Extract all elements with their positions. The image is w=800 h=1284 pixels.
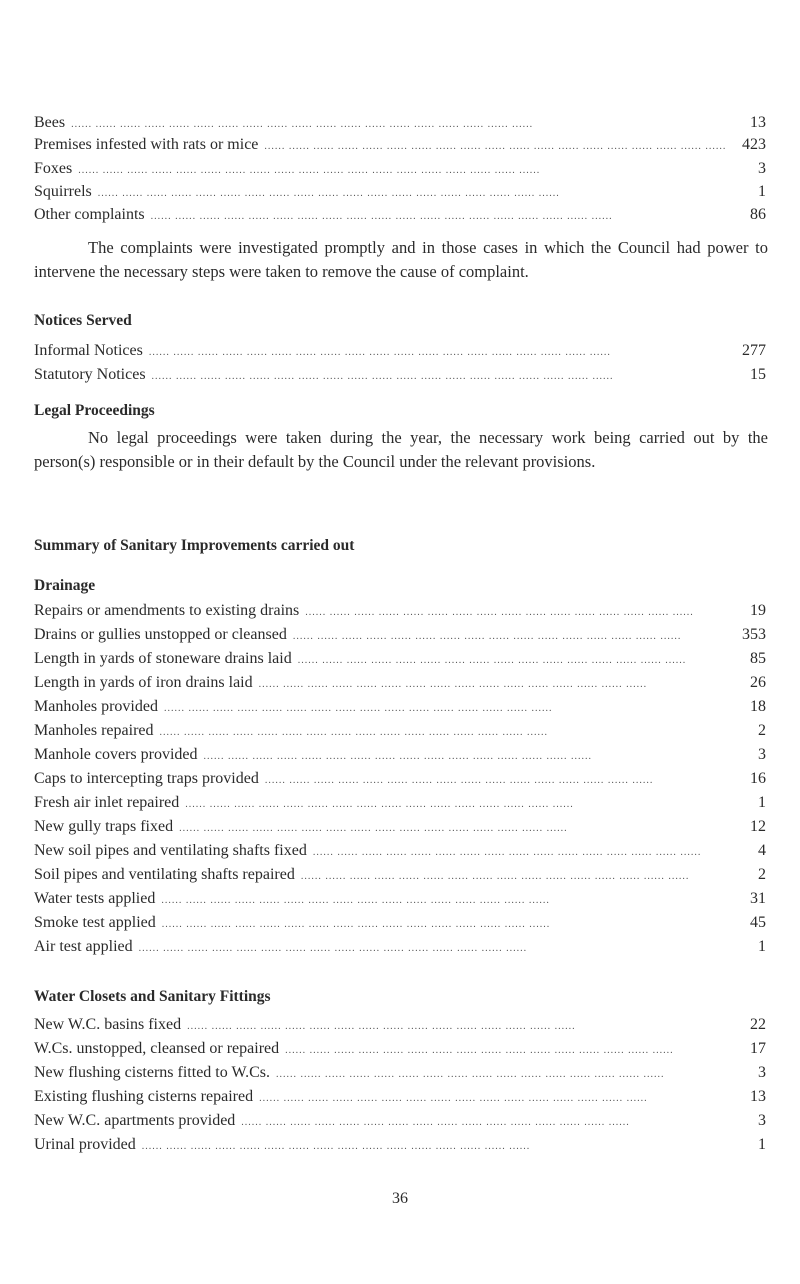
- leader-dots: ...... ...... ...... ...... ...... ...... ...... ...... ...... ...... ...... ...... ...... ...... ...... ...... ...... ...... ......: [151, 371, 614, 382]
- row-label: Fresh air inlet repaired: [34, 794, 180, 811]
- row-value: 15: [750, 366, 766, 383]
- drainage-row: [34, 672, 766, 694]
- row-label: Other complaints: [34, 206, 145, 223]
- row-label: Length in yards of iron drains laid: [34, 674, 253, 691]
- summary-heading: Summary of Sanitary Improvements carried out: [34, 537, 355, 554]
- leader-dots: ...... ...... ...... ...... ...... ...... ...... ...... ...... ...... ...... ...... ...... ...... ...... ......: [312, 847, 702, 858]
- wc-heading: Water Closets and Sanitary Fittings: [34, 988, 271, 1005]
- leader-dots: ...... ...... ...... ...... ...... ...... ...... ...... ...... ...... ...... ...... ...... ...... ...... ......: [275, 1069, 665, 1080]
- leader-dots: ...... ...... ...... ...... ...... ...... ...... ...... ...... ...... ...... ...... ...... ...... ...... ......: [185, 799, 574, 810]
- row-value: 353: [742, 626, 766, 643]
- leader-dots: ...... ...... ...... ...... ...... ...... ...... ...... ...... ...... ...... ...... ...... ...... ...... ...... ...... ...... ......: [71, 119, 534, 130]
- row-label: Urinal provided: [34, 1136, 136, 1153]
- row-label: Caps to intercepting traps provided: [34, 770, 259, 787]
- complaint-row: [34, 112, 766, 134]
- drainage-row: [34, 768, 766, 790]
- page-number: 36: [392, 1190, 408, 1207]
- row-label: Smoke test applied: [34, 914, 156, 931]
- leader-dots: ...... ...... ...... ...... ...... ...... ...... ...... ...... ...... ...... ...... ...... ...... ...... ...... ...... ...... ......: [264, 141, 727, 152]
- row-value: 3: [758, 746, 766, 763]
- drainage-row: [34, 840, 766, 862]
- leader-dots: ...... ...... ...... ...... ...... ...... ...... ...... ...... ...... ...... ...... ...... ...... ...... ......: [285, 1045, 674, 1056]
- row-value: 26: [750, 674, 766, 691]
- drainage-row: [34, 888, 766, 910]
- leader-dots: ...... ...... ...... ...... ...... ...... ...... ...... ...... ...... ...... ...... ...... ...... ...... ......: [163, 703, 553, 714]
- row-value: 31: [750, 890, 766, 907]
- leader-dots: ...... ...... ...... ...... ...... ...... ...... ...... ...... ...... ...... ...... ...... ...... ...... ......: [241, 1117, 630, 1128]
- row-value: 13: [750, 1088, 766, 1105]
- row-value: 1: [758, 794, 766, 811]
- leader-dots: ...... ...... ...... ...... ...... ...... ...... ...... ...... ...... ...... ...... ...... ...... ...... ......: [292, 631, 682, 642]
- row-value: 86: [750, 206, 766, 223]
- leader-dots: ...... ...... ...... ...... ...... ...... ...... ...... ...... ...... ...... ...... ...... ...... ...... ......: [297, 655, 687, 666]
- leader-dots: ...... ...... ...... ...... ...... ...... ...... ...... ...... ...... ...... ...... ...... ...... ...... ......: [161, 919, 551, 930]
- wc-row: [34, 1038, 766, 1060]
- drainage-row: [34, 792, 766, 814]
- leader-dots: ...... ...... ...... ...... ...... ...... ...... ...... ...... ...... ...... ...... ...... ...... ...... ......: [138, 943, 528, 954]
- drainage-row: [34, 624, 766, 646]
- wc-row: [34, 1062, 766, 1084]
- row-value: 423: [742, 136, 766, 153]
- drainage-row: [34, 936, 766, 958]
- leader-dots: ...... ...... ...... ...... ...... ...... ...... ...... ...... ...... ...... ...... ...... ...... ...... ......: [300, 871, 690, 882]
- leader-dots: ...... ...... ...... ...... ...... ...... ...... ...... ...... ...... ...... ...... ...... ...... ...... ......: [305, 607, 694, 618]
- leader-dots: ...... ...... ...... ...... ...... ...... ...... ...... ...... ...... ...... ...... ...... ...... ...... ......: [159, 727, 549, 738]
- row-label: Drains or gullies unstopped or cleansed: [34, 626, 287, 643]
- notice-row: [34, 364, 766, 386]
- leader-dots: ...... ...... ...... ...... ...... ...... ...... ...... ...... ...... ...... ...... ...... ...... ...... ......: [161, 895, 550, 906]
- legal-paragraph: No legal proceedings were taken during the year, the necessary work being carried out by the person(s) responsible or in their default by the Council under the relevant provisions.: [34, 428, 768, 471]
- drainage-row: [34, 600, 766, 622]
- notice-row: [34, 340, 766, 362]
- row-value: 2: [758, 722, 766, 739]
- row-label: Bees: [34, 114, 66, 131]
- complaints-paragraph: The complaints were investigated promptly and in those cases in which the Council had power to intervene the necessary steps were taken to remove the cause of complaint.: [34, 238, 768, 281]
- wc-row: [34, 1086, 766, 1108]
- row-value: 16: [750, 770, 766, 787]
- row-value: 22: [750, 1016, 766, 1033]
- row-value: 4: [758, 842, 766, 859]
- row-value: 1: [758, 183, 766, 200]
- row-value: 3: [758, 160, 766, 177]
- drainage-row: [34, 912, 766, 934]
- leader-dots: ...... ...... ...... ...... ...... ...... ...... ...... ...... ...... ...... ...... ...... ...... ...... ...... ...... ...... ......: [78, 165, 541, 176]
- row-label: Existing flushing cisterns repaired: [34, 1088, 254, 1105]
- drainage-row: [34, 648, 766, 670]
- row-label: Manholes provided: [34, 698, 158, 715]
- drainage-heading: Drainage: [34, 577, 96, 594]
- complaint-row: [34, 158, 766, 180]
- row-label: New flushing cisterns fitted to W.Cs.: [34, 1064, 270, 1081]
- row-label: Manholes repaired: [34, 722, 154, 739]
- row-label: Air test applied: [34, 938, 133, 955]
- leader-dots: ...... ...... ...... ...... ...... ...... ...... ...... ...... ...... ...... ...... ...... ...... ...... ......: [264, 775, 654, 786]
- row-value: 1: [758, 938, 766, 955]
- complaint-row: [34, 204, 766, 226]
- row-label: Foxes: [34, 160, 73, 177]
- leader-dots: ...... ...... ...... ...... ...... ...... ...... ...... ...... ...... ...... ...... ...... ...... ...... ...... ...... ...... ......: [148, 347, 611, 358]
- row-label: W.Cs. unstopped, cleansed or repaired: [34, 1040, 280, 1057]
- drainage-row: [34, 720, 766, 742]
- leader-dots: ...... ...... ...... ...... ...... ...... ...... ...... ...... ...... ...... ...... ...... ...... ...... ......: [258, 679, 648, 690]
- row-value: 17: [750, 1040, 766, 1057]
- row-value: 3: [758, 1064, 766, 1081]
- leader-dots: ...... ...... ...... ...... ...... ...... ...... ...... ...... ...... ...... ...... ...... ...... ...... ......: [141, 1141, 531, 1152]
- drainage-row: [34, 744, 766, 766]
- row-label: Soil pipes and ventilating shafts repaired: [34, 866, 295, 883]
- row-value: 45: [750, 914, 766, 931]
- row-label: New W.C. apartments provided: [34, 1112, 236, 1129]
- row-label: New soil pipes and ventilating shafts fixed: [34, 842, 307, 859]
- row-label: Premises infested with rats or mice: [34, 136, 259, 153]
- row-label: New gully traps fixed: [34, 818, 174, 835]
- leader-dots: ...... ...... ...... ...... ...... ...... ...... ...... ...... ...... ...... ...... ...... ...... ...... ...... ...... ...... ......: [97, 188, 560, 199]
- row-label: Water tests applied: [34, 890, 156, 907]
- row-value: 85: [750, 650, 766, 667]
- row-value: 19: [750, 602, 766, 619]
- leader-dots: ...... ...... ...... ...... ...... ...... ...... ...... ...... ...... ...... ...... ...... ...... ...... ...... ...... ...... ......: [150, 211, 613, 222]
- row-label: Manhole covers provided: [34, 746, 198, 763]
- complaint-row: [34, 181, 766, 203]
- row-value: 2: [758, 866, 766, 883]
- row-label: Squirrels: [34, 183, 92, 200]
- wc-row: [34, 1134, 766, 1156]
- leader-dots: ...... ...... ...... ...... ...... ...... ...... ...... ...... ...... ...... ...... ...... ...... ...... ......: [179, 823, 568, 834]
- leader-dots: ...... ...... ...... ...... ...... ...... ...... ...... ...... ...... ...... ...... ...... ...... ...... ......: [187, 1021, 576, 1032]
- row-value: 3: [758, 1112, 766, 1129]
- row-label: Length in yards of stoneware drains laid: [34, 650, 292, 667]
- drainage-row: [34, 864, 766, 886]
- complaint-row: [34, 134, 766, 156]
- row-value: 277: [742, 342, 766, 359]
- row-label: Repairs or amendments to existing drains: [34, 602, 300, 619]
- row-value: 13: [750, 114, 766, 131]
- row-label: Informal Notices: [34, 342, 143, 359]
- leader-dots: ...... ...... ...... ...... ...... ...... ...... ...... ...... ...... ...... ...... ...... ...... ...... ......: [259, 1093, 648, 1104]
- wc-row: [34, 1014, 766, 1036]
- wc-row: [34, 1110, 766, 1132]
- legal-heading: Legal Proceedings: [34, 402, 155, 419]
- notices-heading: Notices Served: [34, 312, 132, 329]
- row-label: Statutory Notices: [34, 366, 146, 383]
- drainage-row: [34, 696, 766, 718]
- row-value: 1: [758, 1136, 766, 1153]
- row-value: 12: [750, 818, 766, 835]
- row-label: New W.C. basins fixed: [34, 1016, 182, 1033]
- leader-dots: ...... ...... ...... ...... ...... ...... ...... ...... ...... ...... ...... ...... ...... ...... ...... ......: [203, 751, 593, 762]
- row-value: 18: [750, 698, 766, 715]
- drainage-row: [34, 816, 766, 838]
